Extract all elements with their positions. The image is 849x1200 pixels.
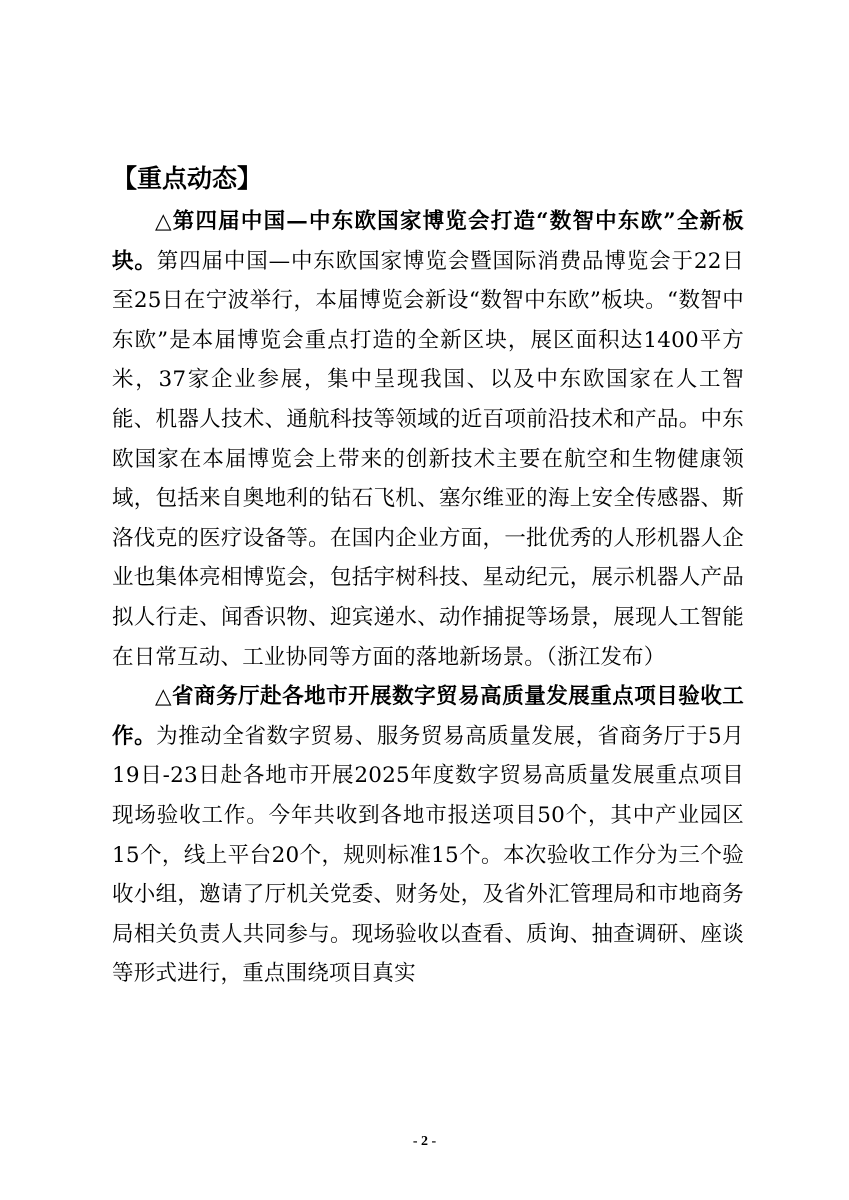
news-item-title: △第四届中国—中东欧国家博览会打造“数智中东欧”全新板块。	[112, 209, 744, 274]
news-item-title: △省商务厅赴各地市开展数字贸易高质量发展重点项目验收工作。	[112, 684, 744, 749]
news-item-body: 第四届中国—中东欧国家博览会暨国际消费品博览会于22日至25日在宁波举行，本届博览会新设“数智中东欧”板块。“数智中东欧”是本届博览会重点打造的全新区块，展区面积达1400平方米，37家企业参展，集中呈现我国、以及中东欧国家在人工智能、机器人技术、通航科技等领域的近百项前沿技术和产品。中东欧国家在本届博览会上带来的创新技术主要在航空和生物健康领域，包括来自奥地利的钻石飞机、塞尔维亚的海上安全传感器、斯洛伐克的医疗设备等。在国内企业方面，一批优秀的人形机器人企业也集体亮相博览会，包括宇树科技、星动纪元，展示机器人产品拟人行走、闻香识物、迎宾递水、动作捕捉等场景，展现人工智能在日常互动、工业协同等方面的落地新场景。（浙江发布）	[112, 248, 744, 670]
news-item-body: 为推动全省数字贸易、服务贸易高质量发展，省商务厅于5月19日-23日赴各地市开展2025年度数字贸易高质量发展重点项目现场验收工作。今年共收到各地市报送项目50个，其中产业园区15个，线上平台20个，规则标准15个。本次验收工作分为三个验收小组，邀请了厅机关党委、财务处，及省外汇管理局和市地商务局相关负责人共同参与。现场验收以查看、质询、抽查调研、座谈等形式进行，重点围绕项目真实	[112, 723, 744, 987]
page-number: - 2 -	[412, 1134, 437, 1149]
news-item-acceptance	[112, 677, 744, 994]
section-header: 【重点动态】	[112, 164, 263, 193]
news-item-expo	[112, 202, 744, 677]
page-content	[112, 156, 744, 994]
